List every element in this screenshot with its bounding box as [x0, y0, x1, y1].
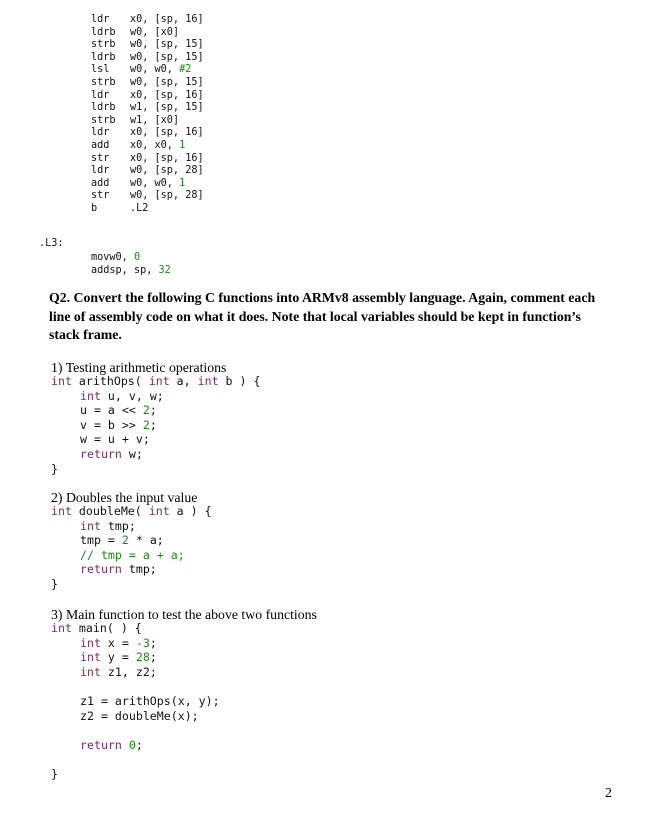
- asm-operands: w1, [sp, 15]: [130, 102, 204, 114]
- code-keyword: int: [197, 374, 219, 388]
- asm-line: [91, 265, 171, 278]
- code-keyword: int: [80, 518, 101, 533]
- asm-operands: w0, [sp, 15]: [130, 76, 204, 88]
- asm-opcode: ldrb: [91, 102, 116, 114]
- code-text: ;: [149, 650, 157, 665]
- code-text: w = u + v;: [80, 432, 150, 447]
- code-text: [122, 738, 129, 752]
- code-line: [51, 709, 220, 724]
- asm-operands: w0,: [109, 252, 134, 263]
- code-text: }: [51, 766, 58, 781]
- code-keyword: return: [80, 737, 122, 752]
- code-keyword: int: [51, 504, 72, 518]
- code-text: y =: [100, 650, 136, 665]
- asm-line: [91, 102, 204, 115]
- code-keyword: int: [80, 664, 101, 679]
- code-line: [51, 418, 260, 433]
- asm-immediate: #2: [179, 64, 192, 76]
- code-block-doubleme: [51, 504, 212, 592]
- code-line: [51, 462, 260, 477]
- code-line-blank: [51, 723, 220, 738]
- code-text: ;: [149, 403, 157, 418]
- code-line: [51, 447, 260, 462]
- code-text: }: [51, 576, 58, 591]
- asm-operands: w0, [sp, 15]: [130, 39, 204, 51]
- code-line: [51, 533, 212, 548]
- asm-immediate: 1: [179, 177, 186, 189]
- asm-operands: x0, [sp, 16]: [130, 89, 204, 101]
- code-text: x =: [100, 635, 136, 650]
- asm-code-block-l3: [91, 252, 171, 277]
- code-keyword: int: [51, 374, 72, 388]
- code-line: [51, 403, 260, 418]
- asm-operands: x0, [sp, 16]: [130, 152, 204, 164]
- code-line-blank: [51, 679, 220, 694]
- section-1-title: 1) Testing arithmetic operations: [51, 360, 227, 375]
- code-keyword: int: [80, 650, 101, 665]
- asm-immediate: 1: [179, 139, 186, 151]
- asm-opcode: b: [91, 202, 98, 214]
- code-text: ;: [149, 635, 157, 650]
- code-line: [51, 548, 212, 563]
- code-line: [51, 621, 220, 636]
- asm-opcode: str: [91, 190, 110, 202]
- code-text: tmp =: [80, 533, 122, 548]
- asm-opcode: strb: [91, 114, 116, 126]
- code-keyword: int: [80, 635, 101, 650]
- code-text: u = a <<: [80, 403, 143, 418]
- asm-line: [91, 140, 204, 153]
- asm-label-l3: .L3:: [39, 238, 64, 249]
- code-line: [51, 562, 212, 577]
- code-text: ;: [149, 417, 157, 432]
- asm-operands: w0, [x0]: [130, 26, 180, 38]
- code-text: b ) {: [218, 374, 261, 388]
- asm-operands: x0, [sp, 16]: [130, 127, 204, 139]
- asm-opcode: ldr: [91, 14, 110, 25]
- code-keyword: return: [80, 446, 122, 461]
- code-block-arithops: [51, 374, 260, 476]
- asm-opcode: add: [91, 139, 110, 151]
- asm-line: [91, 90, 204, 103]
- asm-opcode: strb: [91, 76, 116, 88]
- code-line: [51, 577, 212, 592]
- asm-opcode: add: [91, 264, 110, 276]
- asm-operands: .L2: [130, 202, 149, 214]
- code-number: 0: [128, 737, 136, 752]
- asm-line: [91, 203, 204, 216]
- code-number: 2: [142, 417, 150, 432]
- section-2-title: 2) Doubles the input value: [51, 490, 198, 505]
- asm-operands: sp, sp,: [109, 264, 159, 276]
- asm-opcode: str: [91, 152, 110, 164]
- code-text: z2 = doubleMe(x);: [80, 708, 199, 723]
- asm-line: [91, 77, 204, 90]
- asm-opcode: ldr: [91, 127, 110, 139]
- asm-line: [91, 127, 204, 140]
- code-line: [51, 694, 220, 709]
- asm-operands: w1, [x0]: [130, 114, 180, 126]
- code-keyword: int: [80, 388, 101, 403]
- asm-opcode: ldr: [91, 165, 110, 177]
- code-line-blank: [51, 752, 220, 767]
- code-text: tmp;: [121, 562, 157, 577]
- code-line: [51, 767, 220, 782]
- asm-operands: x0, [sp, 16]: [130, 14, 204, 25]
- code-number: 28: [135, 650, 150, 665]
- asm-operands: w0, w0,: [130, 64, 180, 76]
- asm-operands: w0, [sp, 28]: [130, 190, 204, 202]
- asm-opcode: lsl: [91, 64, 110, 76]
- code-text: tmp;: [100, 518, 136, 533]
- asm-opcode: strb: [91, 39, 116, 51]
- code-text: * a;: [128, 533, 164, 548]
- section-3-title: 3) Main function to test the above two functions: [51, 607, 317, 622]
- code-text: a,: [169, 374, 198, 388]
- code-text: main( ) {: [71, 621, 142, 635]
- asm-line: [91, 153, 204, 166]
- asm-line: [91, 252, 171, 265]
- asm-operands: w0, [sp, 15]: [130, 51, 204, 63]
- asm-operands: w0, [sp, 28]: [130, 165, 204, 177]
- asm-code-block-top: [91, 14, 204, 216]
- code-text: a ) {: [169, 504, 212, 518]
- code-text: arithOps(: [71, 374, 149, 388]
- asm-line: [91, 27, 204, 40]
- asm-line: [91, 190, 204, 203]
- code-number: 2: [142, 403, 150, 418]
- asm-line: [91, 64, 204, 77]
- asm-operands: w0, w0,: [130, 177, 180, 189]
- code-line: [51, 432, 260, 447]
- asm-line: [91, 39, 204, 52]
- asm-operands: x0, x0,: [130, 139, 180, 151]
- code-line: [51, 665, 220, 680]
- asm-line: [91, 115, 204, 128]
- code-text: doubleMe(: [71, 504, 149, 518]
- code-line: [51, 650, 220, 665]
- code-text: }: [51, 461, 58, 476]
- code-text: w;: [121, 446, 143, 461]
- code-line: [51, 636, 220, 651]
- code-text: ;: [135, 737, 143, 752]
- asm-immediate: 32: [158, 264, 171, 276]
- code-comment: // tmp = a + a;: [80, 547, 185, 562]
- code-keyword: int: [148, 504, 170, 518]
- asm-line: [91, 52, 204, 65]
- page-number: 2: [605, 786, 612, 801]
- code-line: [51, 519, 212, 534]
- code-text: z1, z2;: [100, 664, 157, 679]
- code-line: [51, 374, 260, 389]
- question-q2: Q2. Convert the following C functions into ARMv8 assembly language. Again, comment each line of assembly code on what it does. Note that local variables should be kept in function’s stack frame.: [49, 290, 596, 342]
- code-block-main: [51, 621, 220, 782]
- asm-opcode: ldrb: [91, 51, 116, 63]
- code-keyword: int: [148, 374, 170, 388]
- asm-immediate: 0: [133, 252, 141, 263]
- code-number: -3: [135, 635, 150, 650]
- code-number: 2: [121, 533, 129, 548]
- code-line: [51, 738, 220, 753]
- asm-opcode: ldr: [91, 89, 110, 101]
- asm-opcode: mov: [91, 252, 110, 263]
- code-keyword: int: [51, 621, 72, 635]
- code-line: [51, 389, 260, 404]
- code-line: [51, 504, 212, 519]
- asm-opcode: add: [91, 177, 110, 189]
- code-text: z1 = arithOps(x, y);: [80, 693, 220, 708]
- asm-opcode: ldrb: [91, 26, 116, 38]
- asm-line: [91, 165, 204, 178]
- asm-line: [91, 14, 204, 27]
- code-keyword: return: [80, 562, 122, 577]
- asm-line: [91, 178, 204, 191]
- code-text: v = b >>: [80, 417, 143, 432]
- code-text: u, v, w;: [100, 388, 164, 403]
